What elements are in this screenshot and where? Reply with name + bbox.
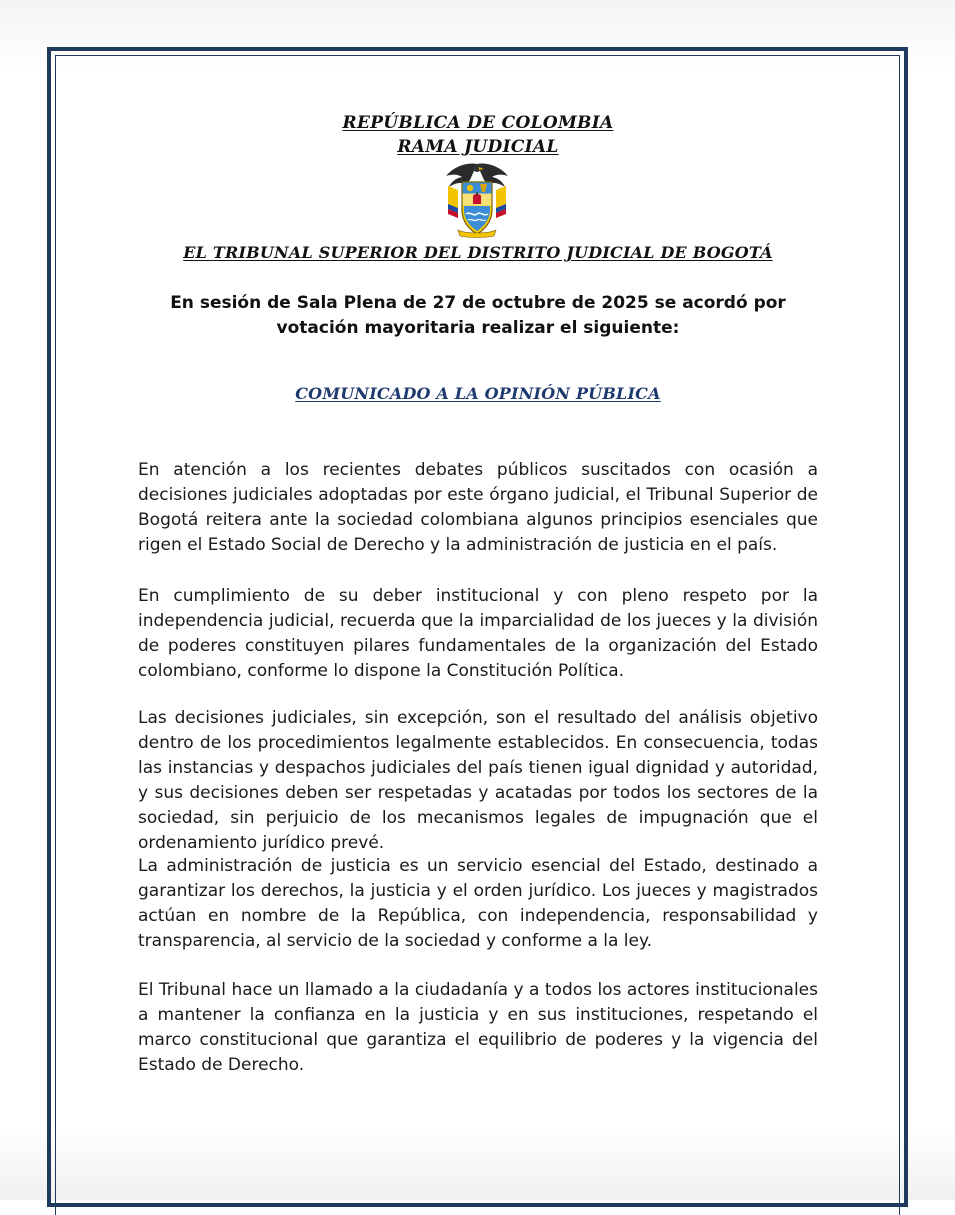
paragraph-5: El Tribunal hace un llamado a la ciudadanía y a todos los actores institucionales a mantener la confianza en la justicia y en sus instituciones, respetando el marco constitucional que garantiza el equilibrio de poderes y la vigencia del Estado de Derecho. <box>138 980 818 1075</box>
session-statement: En sesión de Sala Plena de 27 de octubre de 2025 se acordó por votación mayoritaria realizar el siguiente: <box>170 293 786 338</box>
paragraph-1: En atención a los recientes debates públicos suscitados con ocasión a decisiones judiciales adoptadas por este órgano judicial, el Tribunal Superior de Bogotá reitera ante la sociedad colombiana algunos principios esenciales que rigen el Estado Social de Derecho y la administración de justicia en el país. <box>138 460 818 555</box>
communique-title: COMUNICADO A LA OPINIÓN PÚBLICA <box>295 384 661 403</box>
coat-of-arms-icon <box>440 160 514 238</box>
paragraph-3: Las decisiones judiciales, sin excepción, son el resultado del análisis objetivo dentro de los procedimientos legalmente establecidos. En consecuencia, todas las instancias y despachos judiciales del país tienen igual dignidad y autoridad, y sus decisiones deben ser respetadas y acatadas por todos los sectores de la sociedad, sin perjuicio de los mecanismos legales de impugnación que el ordenamiento jurídico prevé. <box>138 708 818 853</box>
header-branch: RAMA JUDICIAL <box>397 137 559 157</box>
paragraph-4: La administración de justicia es un servicio esencial del Estado, destinado a garantizar los derechos, la justicia y el orden jurídico. Los jueces y magistrados actúan en nombre de la República, con independencia, responsabilidad y transparencia, al servicio de la sociedad y conforme a la ley. <box>138 856 818 951</box>
paragraph-2: En cumplimiento de su deber institucional y con pleno respeto por la independencia judicial, recuerda que la imparcialidad de los jueces y la división de poderes constituyen pilares fundamentales de la organización del Estado colombiano, conforme lo dispone la Constitución Política. <box>138 586 818 681</box>
header-country: REPÚBLICA DE COLOMBIA <box>342 113 614 133</box>
tribunal-title: EL TRIBUNAL SUPERIOR DEL DISTRITO JUDICIAL DE BOGOTÁ <box>183 243 773 262</box>
